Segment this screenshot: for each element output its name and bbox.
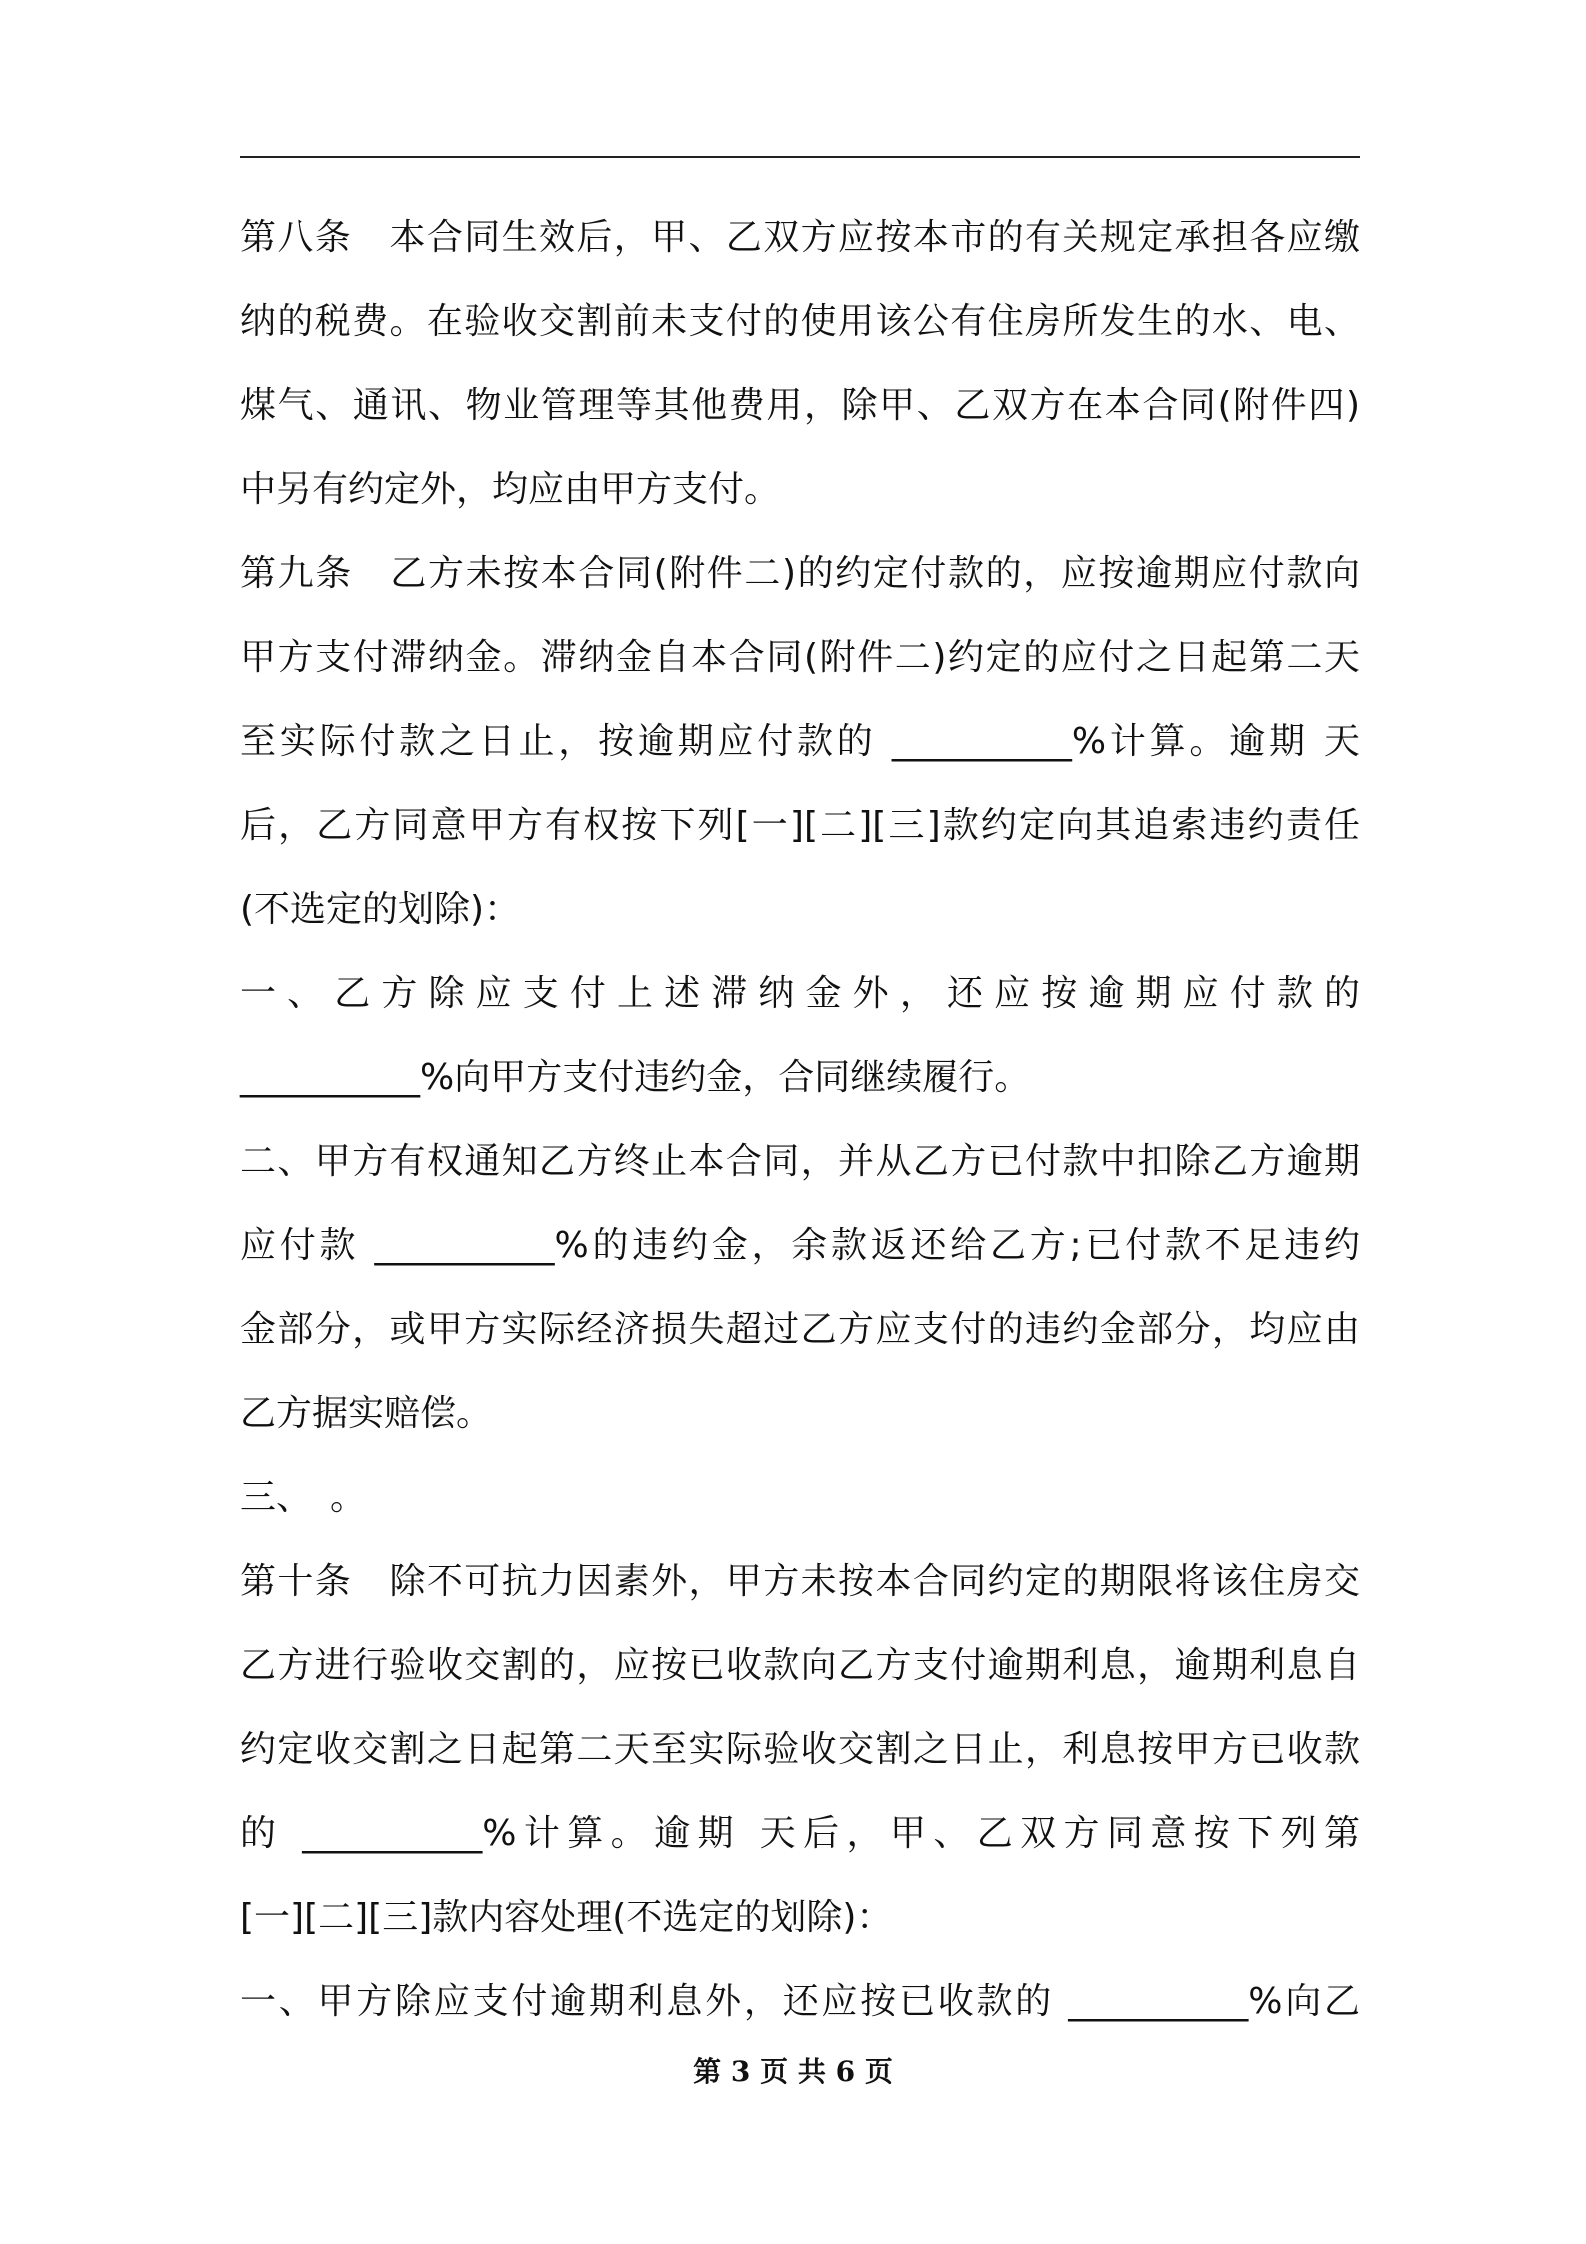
document-body — [240, 196, 1360, 2044]
text-line: 甲方支付滞纳金。滞纳金自本合同(附件二)约定的应付之日起第二天 — [240, 637, 1360, 678]
text-line: 一、甲方除应支付逾期利息外，还应按已收款的 __________%向乙 — [240, 1981, 1360, 2022]
text-line: (不选定的划除)： — [240, 889, 521, 930]
text-line: 第八条 本合同生效后，甲、乙双方应按本市的有关规定承担各应缴 — [240, 217, 1360, 258]
text-line: 金部分，或甲方实际经济损失超过乙方应支付的违约金部分，均应由 — [240, 1309, 1360, 1350]
text-line: 三、 。 — [240, 1477, 367, 1518]
text-line: 约定收交割之日起第二天至实际验收交割之日止，利息按甲方已收款 — [240, 1729, 1360, 1770]
text-line: 二、甲方有权通知乙方终止本合同，并从乙方已付款中扣除乙方逾期 — [240, 1141, 1360, 1182]
text-line: 第十条 除不可抗力因素外，甲方未按本合同约定的期限将该住房交 — [240, 1561, 1360, 1602]
text-line: 一、乙方除应支付上述滞纳金外，还应按逾期应付款的 — [240, 973, 1360, 1014]
text-line: 至实际付款之日止，按逾期应付款的 __________%计算。逾期 天 — [240, 721, 1360, 762]
text-line: 中另有约定外，均应由甲方支付。 — [240, 469, 781, 510]
text-line: 纳的税费。在验收交割前未支付的使用该公有住房所发生的水、电、 — [240, 301, 1360, 342]
text-line: [一][二][三]款内容处理(不选定的划除)： — [240, 1897, 893, 1938]
header-rule — [240, 156, 1360, 158]
text-line: __________%向甲方支付违约金，合同继续履行。 — [240, 1057, 1031, 1098]
text-line: 的 __________%计算。逾期 天后，甲、乙双方同意按下列第 — [240, 1813, 1360, 1854]
text-line: 第九条 乙方未按本合同(附件二)的约定付款的，应按逾期应付款向 — [240, 553, 1360, 594]
text-line: 后，乙方同意甲方有权按下列[一][二][三]款约定向其追索违约责任 — [240, 805, 1360, 846]
text-line: 应付款 __________%的违约金，余款返还给乙方;已付款不足违约 — [240, 1225, 1360, 1266]
text-line: 乙方进行验收交割的，应按已收款向乙方支付逾期利息，逾期利息自 — [240, 1645, 1360, 1686]
text-line: 乙方据实赔偿。 — [240, 1393, 493, 1434]
text-line: 煤气、通讯、物业管理等其他费用，除甲、乙双方在本合同(附件四) — [240, 385, 1360, 426]
page-number: 第 3 页 共 6 页 — [693, 2055, 893, 2088]
